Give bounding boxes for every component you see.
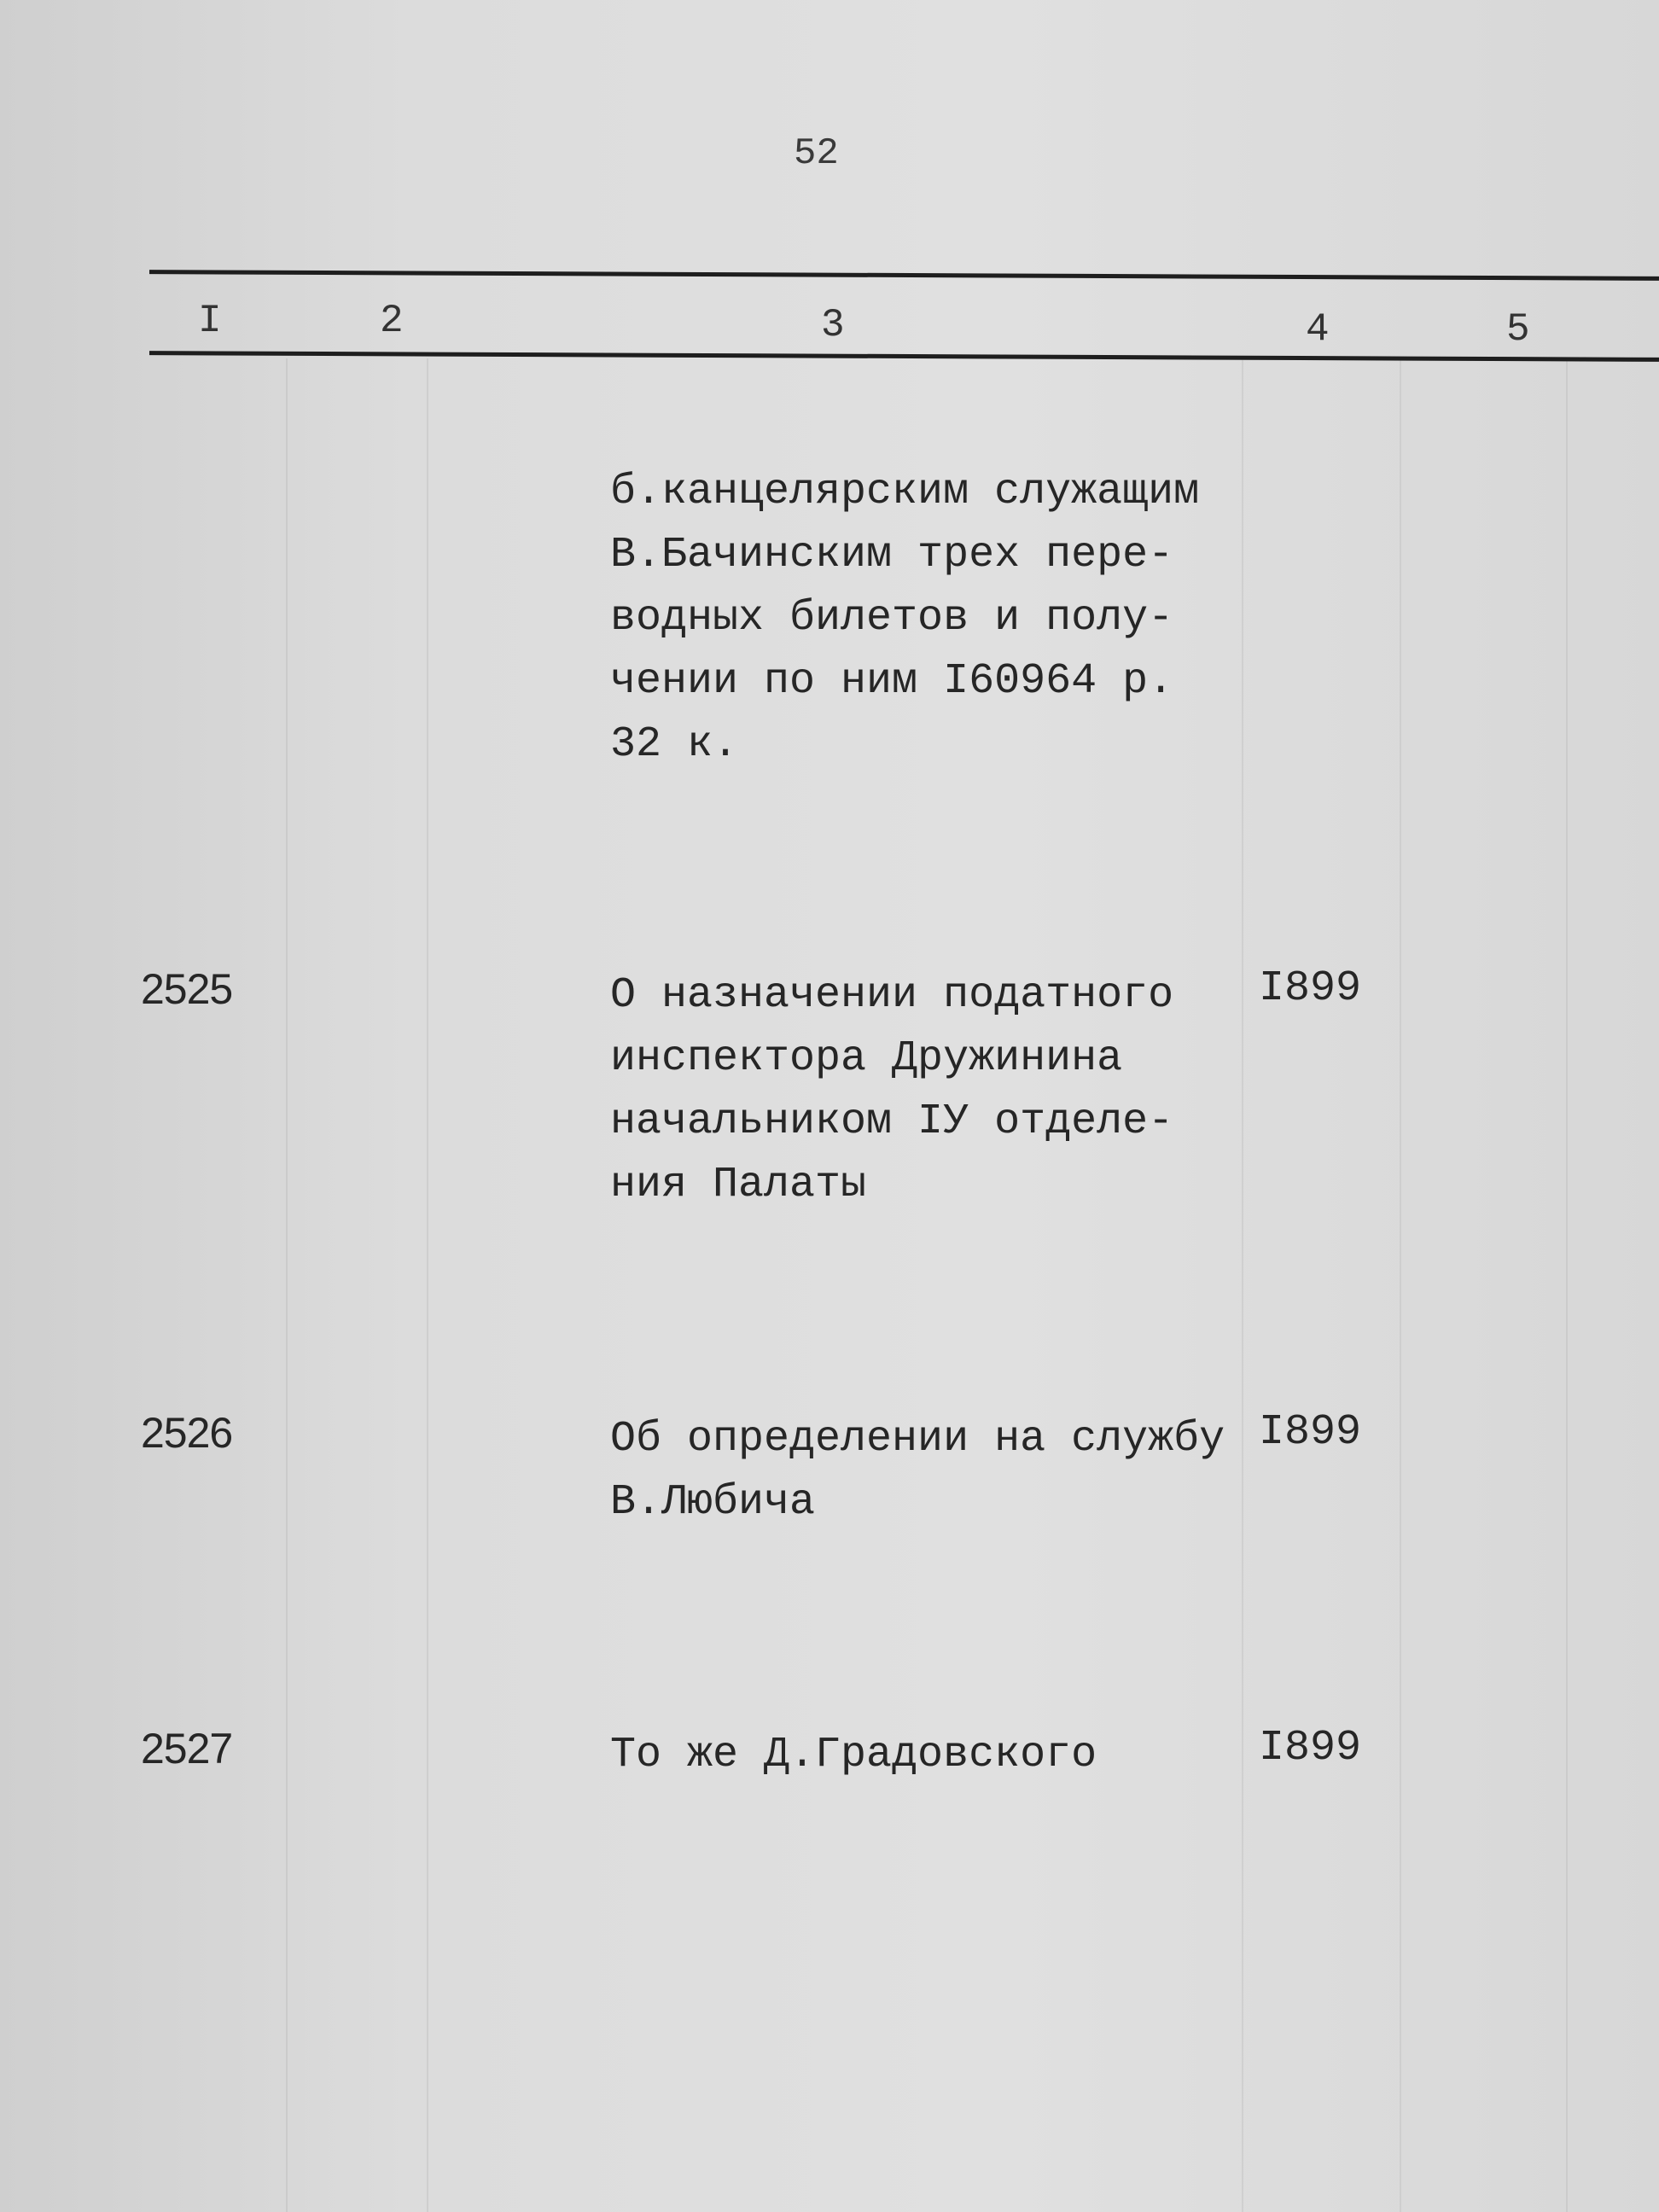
- column-header-3: 3: [821, 303, 845, 347]
- title-line: То же Д.Градовского: [610, 1731, 1097, 1779]
- title-line: инспектора Дружинина: [610, 1034, 1123, 1083]
- title-line: Об определении на службу: [610, 1415, 1225, 1464]
- record-number: 2527: [141, 1725, 233, 1773]
- title-line: начальником IУ отделе-: [610, 1097, 1174, 1146]
- title-line: чении по ним I60964 р.: [610, 657, 1174, 706]
- record-year: I899: [1259, 1408, 1362, 1457]
- header-top-rule: [149, 270, 1659, 281]
- page-number: 52: [794, 132, 839, 175]
- column-header-5: 5: [1506, 307, 1530, 352]
- record-number: 2525: [141, 965, 233, 1013]
- header-bottom-rule: [149, 351, 1659, 362]
- record-title: [610, 964, 1259, 1217]
- column-header-1: I: [198, 299, 222, 343]
- column-guide-2: [427, 358, 428, 2212]
- column-header-2: 2: [380, 299, 404, 343]
- column-guide-4: [1400, 358, 1401, 2212]
- record-title: [610, 461, 1259, 777]
- record-title: [610, 1724, 1259, 1787]
- title-line: 32 к.: [610, 720, 739, 769]
- column-guide-5: [1566, 358, 1568, 2212]
- title-line: В.Любича: [610, 1478, 816, 1527]
- title-line: В.Бачинским трех пере-: [610, 531, 1174, 579]
- record-number: 2526: [141, 1409, 233, 1457]
- title-line: О назначении податного: [610, 971, 1174, 1020]
- title-line: ния Палаты: [610, 1161, 867, 1209]
- title-line: б.канцелярским служащим: [610, 468, 1200, 516]
- column-guide-1: [286, 358, 288, 2212]
- column-header-4: 4: [1306, 307, 1330, 352]
- title-line: водных билетов и полу-: [610, 594, 1174, 643]
- record-title: [610, 1408, 1259, 1534]
- record-year: I899: [1259, 1724, 1362, 1773]
- record-year: I899: [1259, 964, 1362, 1013]
